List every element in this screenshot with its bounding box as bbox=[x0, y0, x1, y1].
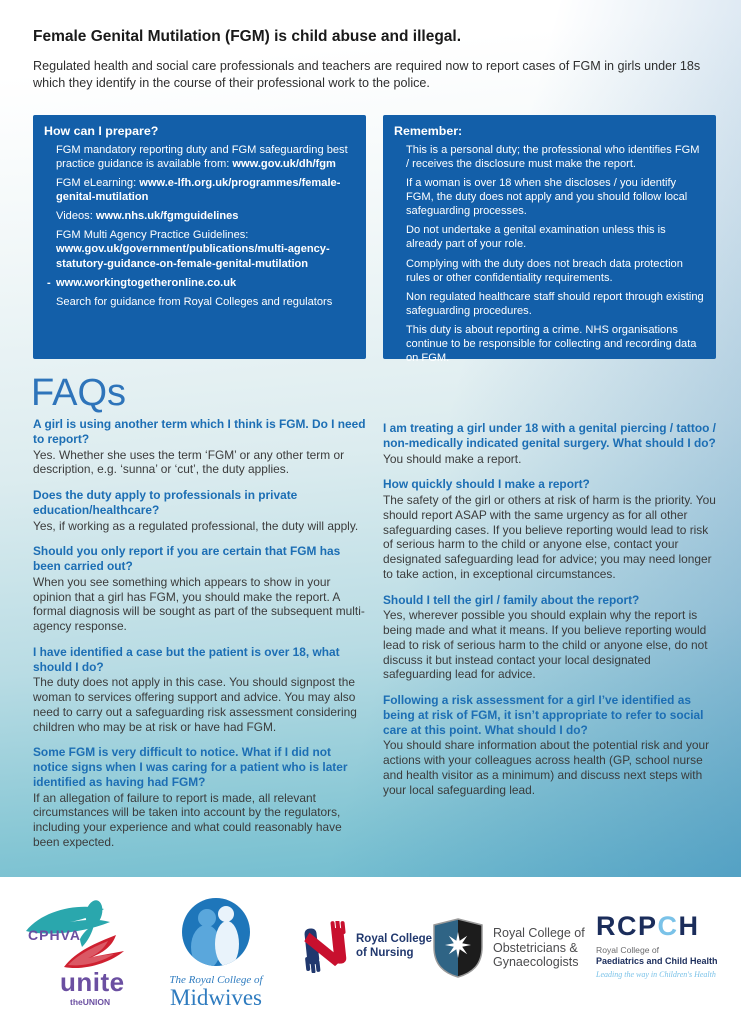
rcn-hands-icon bbox=[303, 921, 349, 973]
rcpch-letter: H bbox=[678, 911, 700, 941]
faq-answer: Yes, if working as a regulated professional, the duty will apply. bbox=[33, 518, 359, 533]
faq-entry bbox=[33, 417, 369, 477]
faq-question: Some FGM is very difficult to notice. What if I did not notice signs when I was caring for a patient who is later identified as having had FGM? bbox=[33, 745, 348, 789]
prepare-item bbox=[56, 228, 355, 270]
faq-answer: You should share information about the potential risk and your actions with your colleagues across health (GP, school nurse and health visitor as a minimum) and discuss next steps with your local safeguarding lead. bbox=[383, 738, 710, 797]
text-segment: www.gov.uk/dh/fgm bbox=[232, 158, 336, 171]
rcog-line1: Royal College of bbox=[493, 925, 585, 940]
faq-answer: Yes, wherever possible you should explain why the report is being made and what it means. If you believe reporting would lead to risk of serious harm to the child or anyone else, do not discuss it but instead contact your local designated safeguarding lead for advice. bbox=[383, 608, 708, 682]
prepare-item bbox=[47, 276, 355, 290]
page-title: Female Genital Mutilation (FGM) is child abuse and illegal. bbox=[33, 28, 462, 45]
royal-college-of-nursing-logo bbox=[303, 921, 432, 973]
text-segment: www.gov.uk/government/publications/multi-agency-statutory-guidance-on-female-genital-mutilation bbox=[56, 243, 330, 270]
cphva-text: CPHVA bbox=[28, 927, 81, 943]
remember-item: This duty is about reporting a crime. NHS organisations continue to be responsible for collecting and recording data on FGM. bbox=[406, 323, 697, 365]
faq-question: I have identified a case but the patient is over 18, what should I do? bbox=[33, 644, 340, 674]
remember-item: Complying with the duty does not breach data protection rules or other confidentiality requirements. bbox=[406, 257, 683, 284]
remember-item: This is a personal duty; the professional who identifies FGM / receives the disclosure must make the report. bbox=[406, 144, 700, 171]
how-can-i-prepare-box bbox=[33, 115, 366, 359]
faq-question: Should you only report if you are certain that FGM has been carried out? bbox=[33, 544, 341, 573]
intro-paragraph: Regulated health and social care professionals and teachers are required now to report cases of FGM in girls under 18s which they identify in the course of their professional work to the police. bbox=[33, 59, 701, 90]
unite-text: unite bbox=[60, 967, 125, 997]
faq-entry bbox=[33, 645, 369, 735]
rcpch-tagline: Leading the way in Children's Health bbox=[596, 970, 716, 979]
faq-answer: The safety of the girl or others at risk of harm is the priority. You should report ASAP with the same urgency as for all other safeguarding cases. If you believe reporting would lead to risk of serious harm to the child or anyone else, contact your designated safeguarding lead for advice; you may need longer to take action, in exceptional circumstances. bbox=[383, 493, 716, 581]
faq-question: How quickly should I make a report? bbox=[383, 477, 590, 492]
remember-box-title: Remember: bbox=[394, 124, 463, 138]
remember-item: Non regulated healthcare staff should report through existing safeguarding procedures. bbox=[406, 290, 704, 317]
prepare-item bbox=[56, 143, 355, 171]
faq-answer: When you see something which appears to show in your opinion that a girl has FGM, you should make the report. A formal diagnosis will be sought as part of the subsequent multi-agency response. bbox=[33, 574, 365, 633]
rcpch-letter: R bbox=[596, 911, 617, 941]
rcm-midwives-text: Midwives bbox=[170, 985, 262, 1010]
faq-question: A girl is using another term which I think is FGM. Do I need to report? bbox=[33, 417, 366, 446]
faqs-heading: FAQs bbox=[31, 372, 127, 414]
text-segment: FGM eLearning: bbox=[56, 177, 140, 190]
rcpch-line2: Paediatrics and Child Health bbox=[596, 956, 718, 966]
faq-answer: If an allegation of failure to report is made, all relevant circumstances will be taken into account by the regulators, including your experience and what could reasonably have been expected. bbox=[33, 790, 342, 849]
cphva-unite-logo bbox=[22, 895, 142, 1011]
text-segment: Videos: bbox=[56, 210, 96, 223]
remember-list bbox=[394, 143, 705, 365]
the-union-text: theUNION bbox=[70, 997, 111, 1007]
faq-entry bbox=[383, 477, 719, 581]
faq-question: Following a risk assessment for a girl I’ve identified as being at risk of FGM, it isn’t appropriate to refer to social care at this point. What should I do? bbox=[383, 693, 704, 737]
faq-col-right bbox=[383, 421, 719, 808]
rcpch-acronym bbox=[596, 913, 738, 940]
rcpch-letter: P bbox=[638, 911, 658, 941]
faq-answer: Yes. Whether she uses the term ‘FGM’ or any other term or description, e.g. ‘sunna’ or ‘cut’, the duty applies. bbox=[33, 447, 345, 477]
rcpch-line1: Royal College of bbox=[596, 945, 660, 955]
remember-item: If a woman is over 18 when she discloses / you identify FGM, the duty does not apply and you should follow local safeguarding processes. bbox=[406, 177, 688, 218]
prepare-item bbox=[56, 209, 355, 223]
faq-entry bbox=[383, 693, 719, 797]
rcm-script-text: The Royal College of bbox=[169, 974, 263, 986]
faq-entry bbox=[383, 421, 719, 466]
rcog-logo bbox=[432, 917, 585, 979]
text-segment: FGM Multi Agency Practice Guidelines: bbox=[56, 229, 249, 242]
prepare-item bbox=[56, 295, 355, 309]
rcog-line3: Gynaecologists bbox=[493, 955, 579, 970]
text-segment: www.e-lfh.org.uk/programmes/female-genital-mutilation bbox=[56, 177, 341, 204]
rcpch-letter: C bbox=[657, 911, 679, 941]
faq-col-left bbox=[33, 417, 369, 861]
rcog-shield-icon bbox=[432, 917, 484, 979]
remember-item: Do not undertake a genital examination unless this is already part of your role. bbox=[406, 224, 666, 251]
rcn-line2: of Nursing bbox=[356, 947, 414, 959]
faq-entry bbox=[33, 745, 369, 849]
faq-question: Should I tell the girl / family about the report? bbox=[383, 592, 640, 607]
rcog-wordmark bbox=[493, 926, 585, 970]
faq-entry bbox=[383, 593, 719, 683]
text-segment: www.nhs.uk/fgmguidelines bbox=[95, 210, 239, 223]
royal-college-of-midwives-logo bbox=[146, 897, 286, 1011]
logo-footer bbox=[0, 877, 741, 1024]
prepare-box-title: How can I prepare? bbox=[44, 124, 159, 138]
rcm-circle-icon bbox=[181, 897, 251, 967]
faq-question: I am treating a girl under 18 with a genital piercing / tattoo / non-medically indicated genital surgery. What should I do? bbox=[383, 421, 716, 450]
text-segment: Search for guidance from Royal Colleges and regulators bbox=[56, 295, 333, 308]
prepare-list bbox=[44, 143, 355, 309]
faq-entry bbox=[33, 544, 369, 634]
text-segment: www.workingtogetheronline.co.uk bbox=[56, 276, 237, 289]
rcpch-letter: C bbox=[617, 911, 638, 941]
text-segment: FGM mandatory reporting duty and FGM safeguarding best practice guidance is available from: bbox=[56, 144, 348, 171]
remember-box bbox=[383, 115, 716, 365]
faq-question: Does the duty apply to professionals in private education/healthcare? bbox=[33, 488, 298, 517]
faq-entry bbox=[33, 488, 369, 533]
dash-bullet: - bbox=[47, 276, 51, 289]
rcpch-logo bbox=[596, 913, 738, 979]
prepare-item bbox=[56, 176, 355, 204]
rcn-line1: Royal College bbox=[356, 933, 433, 946]
rcn-wordmark bbox=[356, 933, 432, 961]
faq-answer: The duty does not apply in this case. You should signpost the woman to services offering support and advice. You may also need to carry out a safeguarding risk assessment considering children who may be at risk or have had FGM. bbox=[33, 675, 357, 734]
rcog-line2: Obstetricians & bbox=[493, 940, 578, 955]
faq-answer: You should make a report. bbox=[383, 451, 522, 466]
